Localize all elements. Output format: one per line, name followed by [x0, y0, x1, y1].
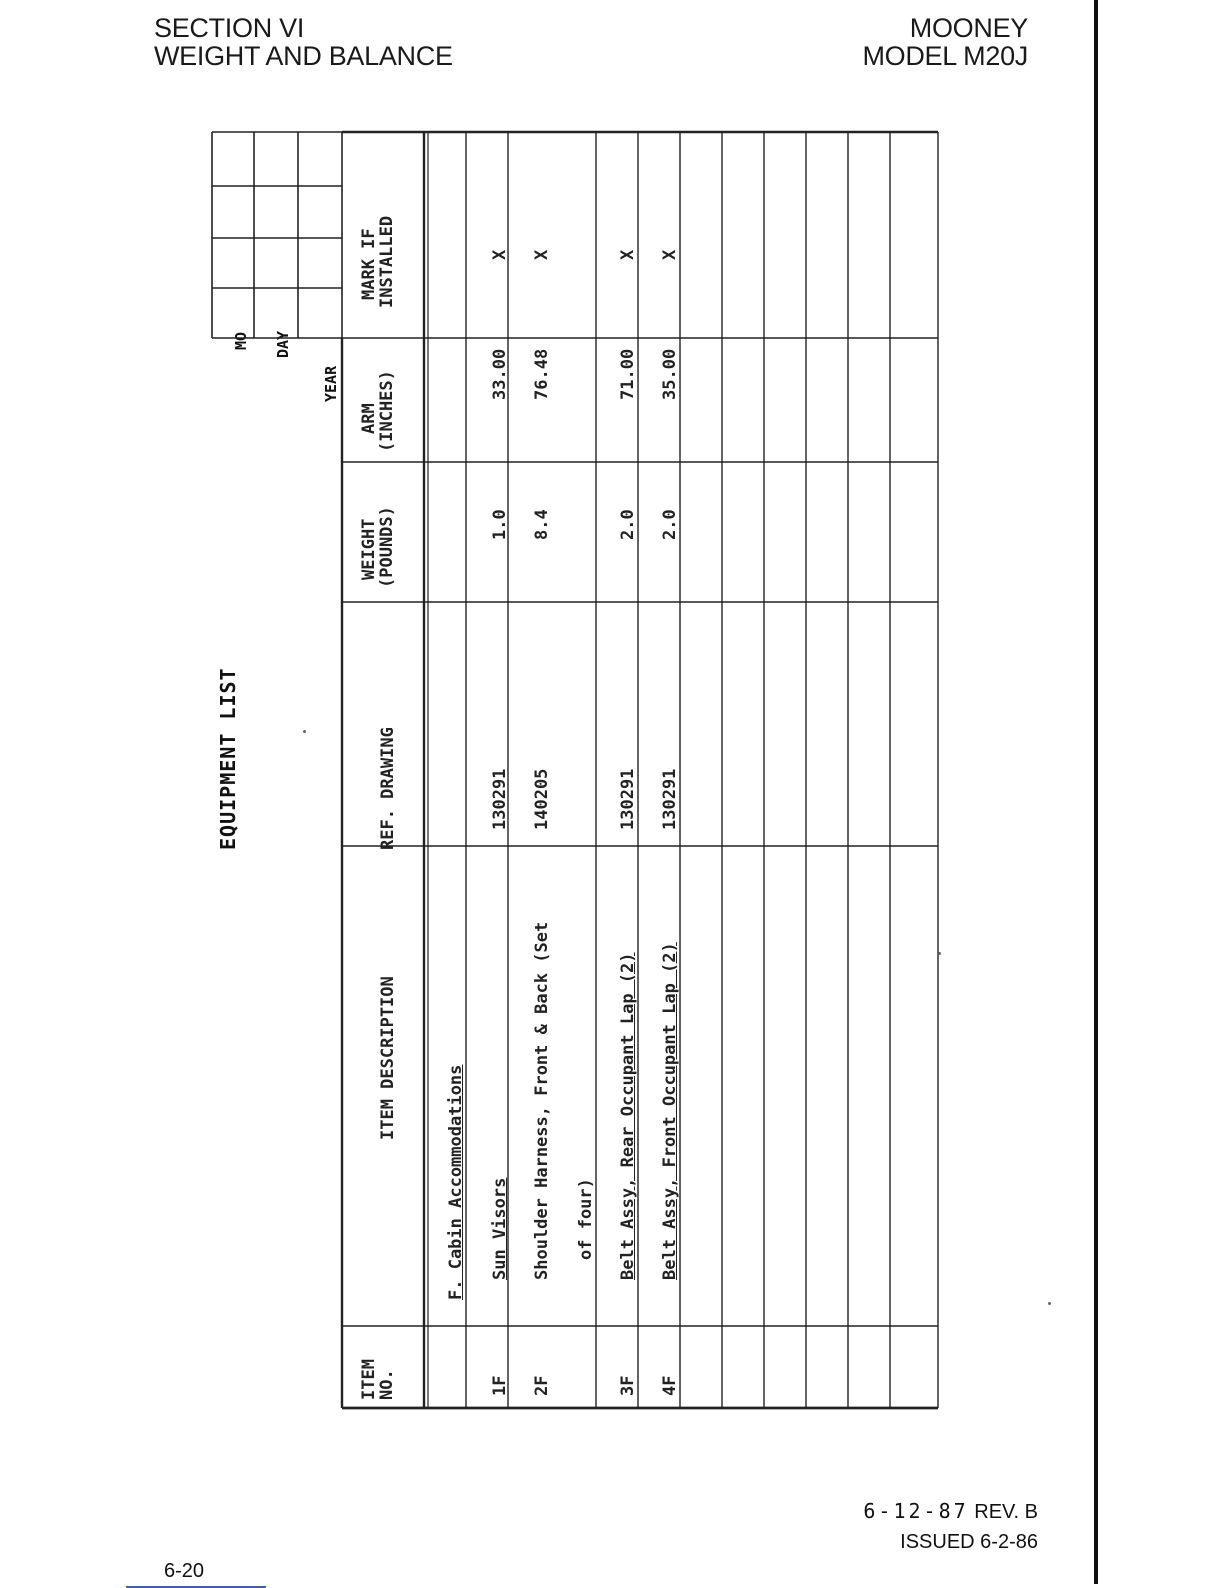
- row-3-arm: 71.00: [618, 348, 638, 400]
- revision-block: [863, 1496, 1038, 1557]
- row-2-arm: 76.48: [532, 348, 552, 400]
- row-1-drawing: 130291: [490, 768, 510, 830]
- row-1-item: 1F: [490, 1375, 510, 1396]
- table-grid: [210, 130, 940, 1410]
- date-label-mo: MO: [232, 331, 250, 350]
- speck: [938, 952, 941, 955]
- row-4-description: Belt Assy, Front Occupant Lap (2): [660, 942, 680, 1280]
- row-2-mark: X: [532, 249, 552, 260]
- col-header-arm-line1: ARM: [359, 403, 379, 434]
- col-header-item-line1: ITEM: [359, 1359, 379, 1400]
- row-2-description-cont: of four): [576, 1178, 596, 1260]
- model-name: MODEL M20J: [862, 41, 1028, 71]
- row-4-drawing: 130291: [660, 768, 680, 830]
- row-1-weight: 1.0: [490, 509, 510, 540]
- section-header: [154, 14, 453, 70]
- col-header-weight-line1: WEIGHT: [359, 518, 379, 580]
- section-number: SECTION VI: [154, 13, 305, 43]
- row-4-mark: X: [660, 249, 680, 260]
- equipment-list-table-frame: [210, 130, 940, 1410]
- col-header-weight: [360, 506, 396, 588]
- issued-date: ISSUED 6-2-86: [900, 1531, 1038, 1553]
- col-header-item-line2: NO.: [377, 1369, 397, 1400]
- row-1-mark: X: [490, 249, 510, 260]
- col-header-mark: [360, 216, 396, 308]
- revision-date: 6-12-87: [863, 1499, 969, 1523]
- row-4-item: 4F: [660, 1375, 680, 1396]
- revision-line: [863, 1496, 1038, 1527]
- speck: [1048, 1302, 1051, 1305]
- page-number: 6-20: [164, 1560, 205, 1582]
- col-header-ref-drawing: REF. DRAWING: [378, 727, 398, 850]
- equipment-list-title: EQUIPMENT LIST: [216, 667, 240, 850]
- row-3-drawing: 130291: [618, 768, 638, 830]
- page-edge-rule: [1094, 0, 1098, 1584]
- equipment-list-rotated: [210, 130, 940, 1410]
- row-3-item: 3F: [618, 1375, 638, 1396]
- col-header-mark-line2: INSTALLED: [377, 215, 397, 308]
- date-label-year: YEAR: [322, 365, 340, 402]
- row-4-arm: 35.00: [660, 348, 680, 400]
- row-2-description: Shoulder Harness, Front & Back (Set: [532, 921, 552, 1280]
- row-4-weight: 2.0: [660, 509, 680, 540]
- col-header-mark-line1: MARK IF: [359, 228, 379, 300]
- row-1-description: Sun Visors: [490, 1177, 510, 1280]
- col-header-arm: [360, 370, 396, 452]
- row-2-item: 2F: [532, 1375, 552, 1396]
- row-2-drawing: 140205: [532, 768, 552, 830]
- brand-name: MOONEY: [909, 13, 1028, 43]
- model-header: [862, 14, 1028, 70]
- col-header-weight-line2: (POUNDS): [377, 506, 397, 588]
- col-header-arm-line2: (INCHES): [377, 370, 397, 452]
- col-header-description: ITEM DESCRIPTION: [378, 976, 398, 1140]
- row-3-description: Belt Assy, Rear Occupant Lap (2): [618, 952, 638, 1280]
- row-1-arm: 33.00: [490, 348, 510, 400]
- row-3-mark: X: [618, 249, 638, 260]
- date-label-day: DAY: [274, 330, 292, 358]
- col-header-item-no: [360, 1359, 396, 1400]
- row-3-weight: 2.0: [618, 509, 638, 540]
- speck: [303, 730, 306, 733]
- section-title: WEIGHT AND BALANCE: [154, 41, 453, 71]
- category-label: F. Cabin Accommodations: [446, 1064, 466, 1300]
- revision-code: REV. B: [974, 1501, 1038, 1523]
- row-2-weight: 8.4: [532, 509, 552, 540]
